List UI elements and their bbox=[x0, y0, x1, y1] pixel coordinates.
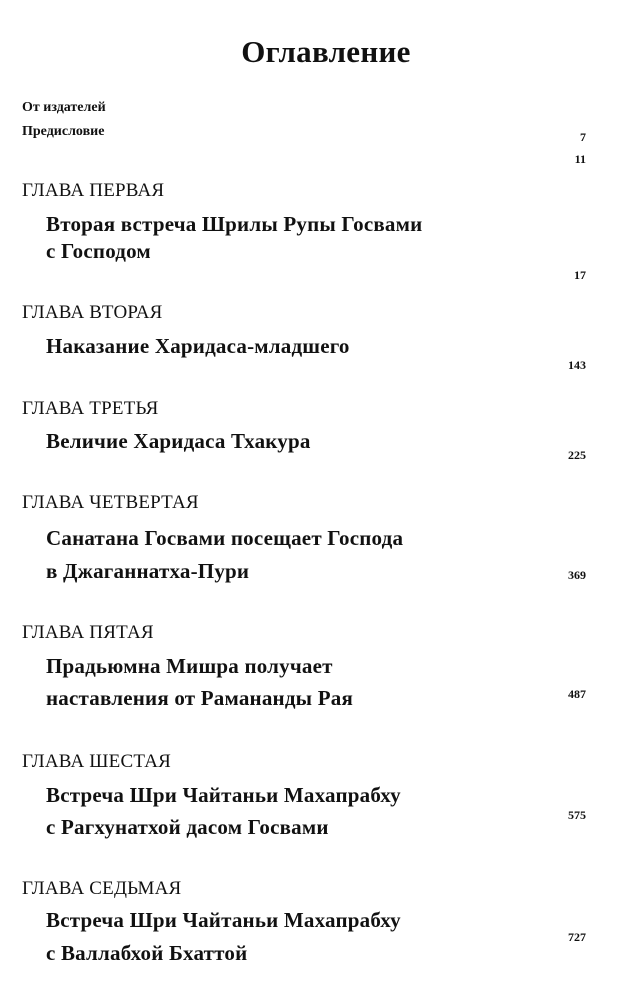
chapter-4-title-line2: в Джаганнатха-Пури bbox=[46, 559, 250, 583]
chapter-3-page: 225 bbox=[568, 448, 586, 462]
chapter-1-title-line1: Вторая встреча Шрилы Рупы Госвами bbox=[46, 212, 423, 236]
chapter-2-label: ГЛАВА ВТОРАЯ bbox=[22, 302, 163, 323]
chapter-7-page: 727 bbox=[568, 930, 586, 944]
chapter-1-title-line2: с Господом bbox=[46, 239, 151, 263]
chapter-7-label: ГЛАВА СЕДЬМАЯ bbox=[22, 878, 182, 899]
chapter-4-title-line1: Санатана Госвами посещает Господа bbox=[46, 526, 404, 550]
chapter-6-title-line2: с Рагхунатхой дасом Госвами bbox=[46, 815, 329, 839]
chapter-6-title-line1: Встреча Шри Чайтаньи Махапрабху bbox=[46, 783, 401, 807]
chapter-4-page: 369 bbox=[568, 568, 586, 582]
page-number-publishers: 7 bbox=[580, 130, 586, 144]
page-title: Оглавление bbox=[241, 34, 411, 69]
front-matter-preface: Предисловие bbox=[22, 124, 105, 139]
chapter-1-label: ГЛАВА ПЕРВАЯ bbox=[22, 180, 165, 201]
front-matter-publishers: От издателей bbox=[22, 100, 106, 115]
chapter-5-title-line2: наставления от Рамананды Рая bbox=[46, 686, 354, 710]
chapter-6-label: ГЛАВА ШЕСТАЯ bbox=[22, 751, 172, 772]
chapter-2-page: 143 bbox=[568, 358, 586, 372]
page-number-preface: 11 bbox=[574, 152, 586, 166]
chapter-1-page: 17 bbox=[574, 268, 586, 282]
chapter-2-title-line1: Наказание Харидаса-младшего bbox=[46, 334, 350, 358]
chapter-6-page: 575 bbox=[568, 808, 586, 822]
chapter-5-page: 487 bbox=[568, 687, 586, 701]
chapter-5-title-line1: Прадьюмна Мишра получает bbox=[46, 654, 333, 678]
chapter-7-title-line2: с Валлабхой Бхаттой bbox=[46, 941, 248, 965]
chapter-4-label: ГЛАВА ЧЕТВЕРТАЯ bbox=[22, 492, 199, 513]
chapter-3-label: ГЛАВА ТРЕТЬЯ bbox=[22, 398, 159, 419]
chapter-3-title-line1: Величие Харидаса Тхакура bbox=[46, 429, 311, 453]
chapter-7-title-line1: Встреча Шри Чайтаньи Махапрабху bbox=[46, 908, 401, 932]
chapter-5-label: ГЛАВА ПЯТАЯ bbox=[22, 622, 154, 643]
